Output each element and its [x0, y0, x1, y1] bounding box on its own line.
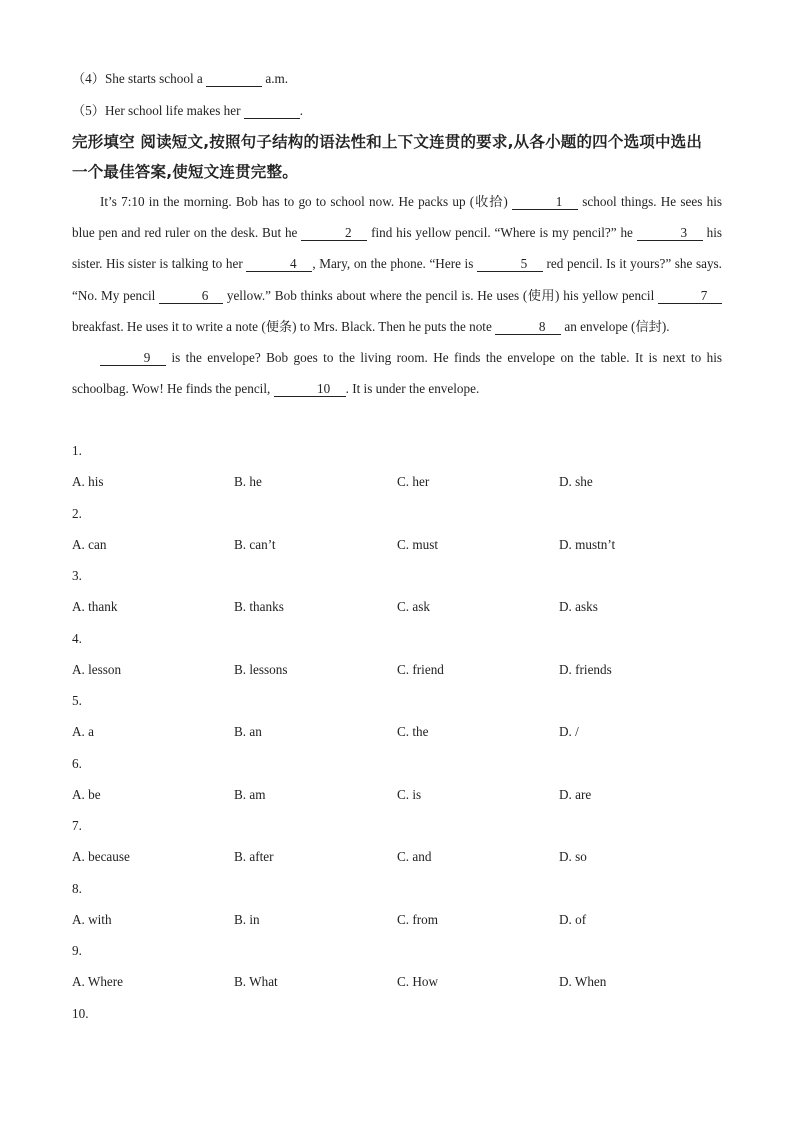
option-a[interactable]: A. his [72, 474, 104, 489]
passage-text: red pencil. Is it yours?” she says. “No. My pencil [72, 256, 722, 303]
option-c[interactable]: C. from [397, 911, 439, 927]
option-c[interactable]: C. and [397, 849, 432, 864]
passage-paragraph-2 [72, 342, 722, 404]
question-number: 1. [72, 443, 82, 458]
option-a[interactable]: A. can [72, 536, 107, 552]
passage-blank-9[interactable]: 9 [100, 351, 166, 366]
passage-text: , Mary, on the phone. “Here is [312, 256, 477, 272]
passage-text: is the envelope? Bob goes to the living room. He finds the envelope on the table. It is next to his schoolbag. Wow! He finds the pencil, [72, 350, 722, 397]
option-a[interactable]: A. a [72, 724, 94, 739]
option-d[interactable]: D. asks [559, 599, 598, 614]
passage-blank-6[interactable]: 6 [159, 289, 223, 304]
passage-blank-7[interactable]: 7 [658, 289, 722, 304]
passage-blank-10[interactable]: 10 [274, 382, 346, 397]
option-a[interactable]: A. lesson [72, 661, 122, 677]
passage-blank-5[interactable]: 5 [477, 257, 543, 272]
option-d[interactable]: D. are [559, 786, 592, 802]
option-b[interactable]: B. What [234, 974, 278, 989]
question-number: 2. [72, 505, 82, 521]
option-c[interactable]: C. friend [397, 661, 444, 677]
option-c[interactable]: C. must [397, 536, 439, 552]
option-b[interactable]: B. he [234, 474, 262, 489]
option-a[interactable]: A. with [72, 911, 112, 927]
passage-paragraph-1 [72, 186, 722, 342]
option-d[interactable]: D. / [559, 724, 579, 739]
option-d[interactable]: D. so [559, 849, 587, 864]
option-c[interactable]: C. How [397, 974, 439, 989]
option-b[interactable]: B. an [234, 724, 262, 739]
section-heading-line-2: 一个最佳答案,使短文连贯完整。 [72, 163, 298, 181]
option-a[interactable]: A. thank [72, 599, 118, 614]
option-c[interactable]: C. her [397, 474, 430, 489]
option-c[interactable]: C. ask [397, 599, 430, 614]
passage [72, 186, 722, 404]
passage-blank-2[interactable]: 2 [301, 226, 367, 241]
question-number: 4. [72, 630, 82, 646]
option-b[interactable]: B. in [234, 911, 260, 927]
fill-item-4: （4）She starts school a a.m. [72, 71, 289, 86]
option-d[interactable]: D. of [559, 911, 587, 927]
answer-blank[interactable] [244, 104, 300, 119]
passage-text: . It is under the envelope. [345, 381, 480, 397]
question-number: 7. [72, 818, 82, 833]
passage-text: find his yellow pencil. “Where is my pencil?” he [367, 225, 637, 241]
option-b[interactable]: B. after [234, 849, 274, 864]
question-number: 3. [72, 568, 82, 583]
option-b[interactable]: B. can’t [234, 536, 276, 552]
passage-blank-1[interactable]: 1 [512, 195, 578, 210]
passage-text: school things. He sees his blue pen and red ruler on the desk. But he [72, 194, 722, 241]
option-c[interactable]: C. the [397, 724, 429, 739]
answer-blank[interactable] [206, 72, 262, 87]
question-number: 9. [72, 943, 82, 958]
question-number: 10. [72, 1005, 89, 1021]
passage-text: yellow.” Bob thinks about where the pencil is. He uses (使用) his yellow pencil [223, 287, 658, 303]
question-number: 6. [72, 755, 82, 771]
option-c[interactable]: C. is [397, 786, 422, 802]
option-b[interactable]: B. am [234, 786, 266, 802]
option-a[interactable]: A. because [72, 849, 130, 864]
passage-blank-3[interactable]: 3 [637, 226, 703, 241]
option-b[interactable]: B. lessons [234, 661, 288, 677]
passage-text: his sister. His sister is talking to her [72, 225, 723, 272]
passage-blank-8[interactable]: 8 [495, 320, 561, 335]
passage-blank-4[interactable]: 4 [246, 257, 312, 272]
question-number: 5. [72, 693, 82, 708]
option-b[interactable]: B. thanks [234, 599, 284, 614]
passage-text: an envelope (信封). [561, 318, 670, 334]
option-a[interactable]: A. Where [72, 974, 124, 989]
option-d[interactable]: D. she [559, 474, 593, 489]
question-number: 8. [72, 880, 82, 896]
fill-item-5: （5）Her school life makes her . [72, 103, 304, 118]
passage-text: It’s 7:10 in the morning. Bob has to go to school now. He packs up (收拾) [100, 194, 513, 209]
option-d[interactable]: D. mustn’t [559, 536, 616, 552]
option-d[interactable]: D. friends [559, 661, 612, 677]
passage-text: breakfast. He uses it to write a note (便条) to Mrs. Black. Then he puts the note [72, 318, 496, 334]
section-heading-line-1: 完形填空 阅读短文,按照句子结构的语法性和上下文连贯的要求,从各小题的四个选项中选出 [72, 133, 703, 151]
option-d[interactable]: D. When [559, 974, 607, 989]
option-a[interactable]: A. be [72, 786, 101, 802]
